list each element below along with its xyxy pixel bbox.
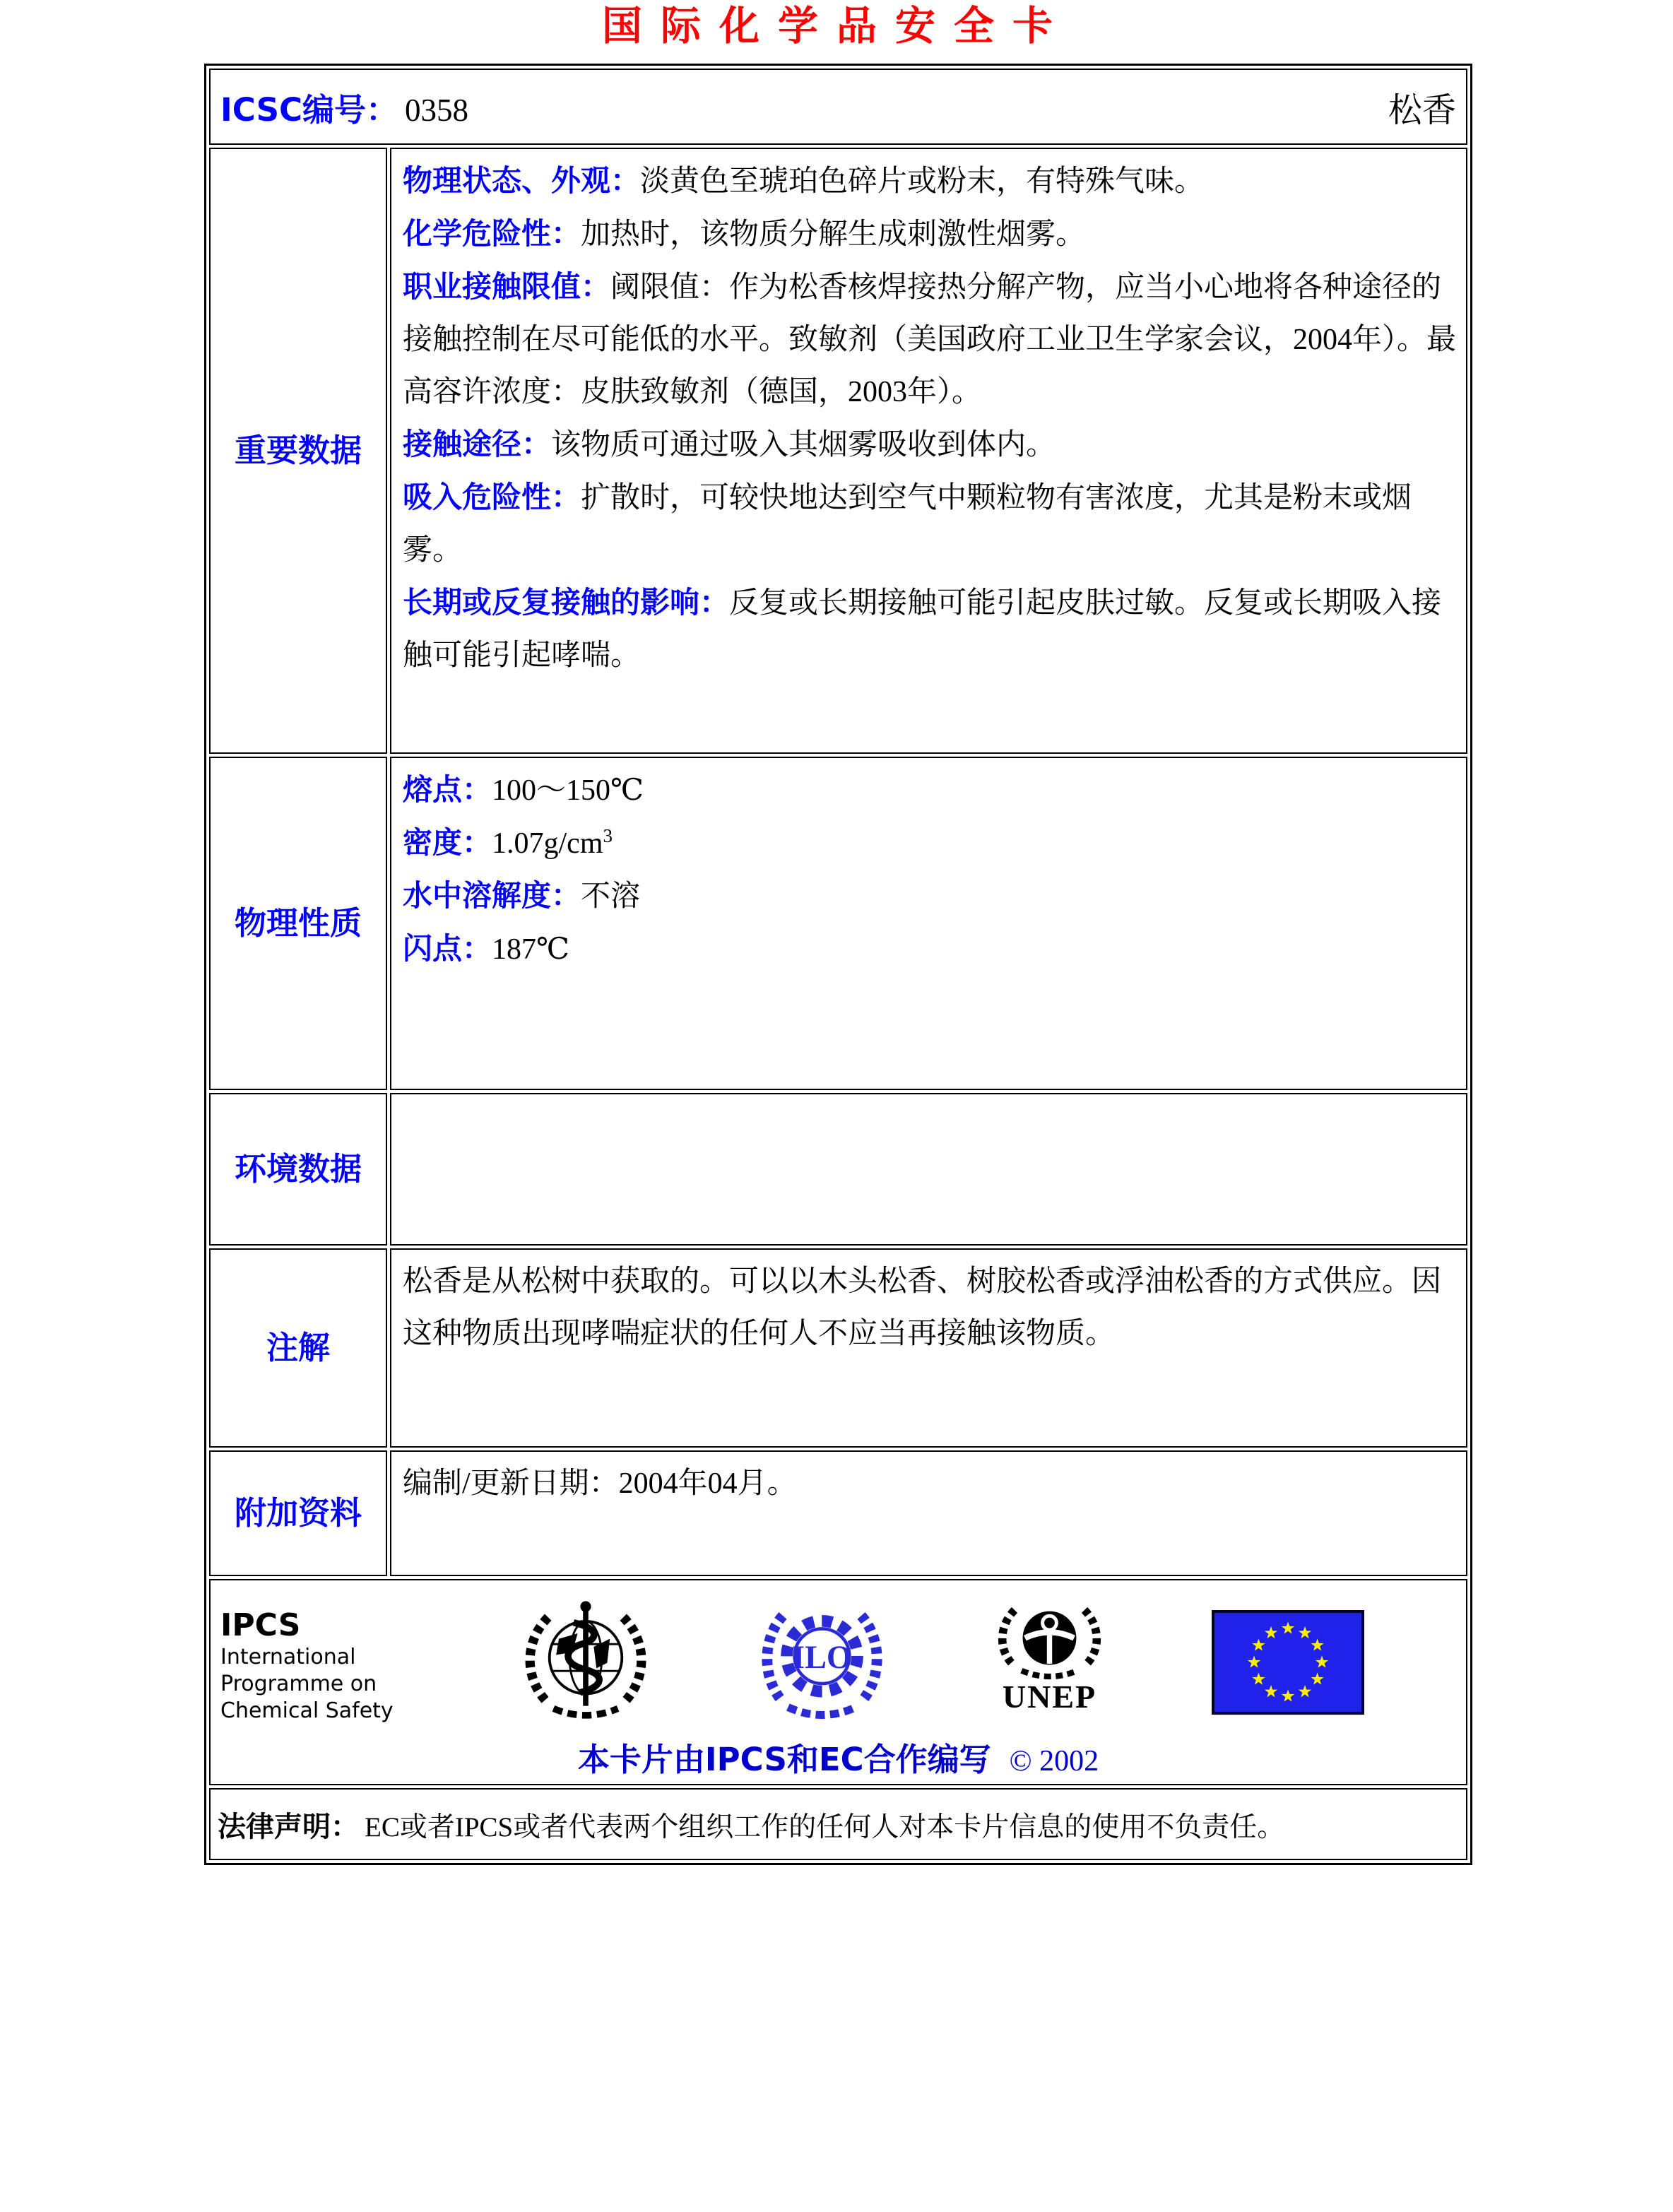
physical-properties-row xyxy=(209,757,1467,1090)
entry-term: 接触途径： xyxy=(403,427,552,461)
entry-inhalation-risk xyxy=(403,471,1456,576)
entry-term: 长期或反复接触的影响： xyxy=(403,585,730,620)
entry-occupational-exposure-limits xyxy=(403,261,1456,418)
legal-notice-text: EC或者IPCS或者代表两个组织工作的任何人对本卡片信息的使用不负责任。 xyxy=(365,1811,1285,1843)
who-logo-icon xyxy=(519,1593,653,1727)
additional-info-row xyxy=(209,1450,1467,1576)
section-content-environmental-data xyxy=(390,1093,1467,1246)
entry-melting-point xyxy=(403,764,1456,817)
entry-text: 阈限值：作为松香核焊接热分解产物，应当小心地将各种途径的接触控制在尽可能低的水平。致敏剂（美国政府工业卫生学家会议，2004年）。最高容许浓度：皮肤致敏剂（德国，2003年）。 xyxy=(403,271,1457,408)
icsc-number-value: 0358 xyxy=(405,92,469,128)
entry-text: 淡黄色至琥珀色碎片或粉末，有特殊气味。 xyxy=(640,165,1205,198)
cooperation-caption-text: 本卡片由IPCS和EC合作编写 xyxy=(577,1741,991,1778)
entry-chemical-hazard xyxy=(403,208,1456,261)
entry-text: 扩散时，可较快地达到空气中颗粒物有害浓度，尤其是粉末或烟雾。 xyxy=(403,482,1412,567)
card-header-cell xyxy=(209,69,1467,145)
ilo-logo-icon xyxy=(757,1597,887,1728)
ipcs-subtitle-line: International xyxy=(220,1645,356,1669)
entry-text: 反复或长期接触可能引起皮肤过敏。反复或长期吸入接触可能引起哮喘。 xyxy=(403,587,1442,672)
entry-text: 100～150℃ xyxy=(492,774,644,807)
entry-additional-info-text: 编制/更新日期：2004年04月。 xyxy=(403,1467,797,1500)
section-label-notes: 注解 xyxy=(209,1248,387,1448)
unep-logo-label: UNEP xyxy=(1002,1679,1097,1715)
entry-long-term-exposure-effects xyxy=(403,576,1456,682)
ipcs-text-block xyxy=(220,1607,415,1725)
page-title: 国际化学品安全卡 xyxy=(602,3,1071,49)
ipcs-subtitle-line: Programme on xyxy=(220,1672,377,1696)
entry-term: 吸入危险性： xyxy=(403,480,581,514)
notes-row xyxy=(209,1248,1467,1448)
copyright-text: © 2002 xyxy=(1009,1745,1099,1778)
entry-term: 水中溶解度： xyxy=(403,878,581,913)
important-data-row xyxy=(209,148,1467,754)
entry-term: 职业接触限值： xyxy=(403,269,611,304)
entry-term: 闪点： xyxy=(403,931,492,966)
eu-flag-icon xyxy=(1212,1610,1364,1715)
icsc-number-group xyxy=(220,84,468,130)
icsc-card-table xyxy=(204,64,1472,1865)
legal-notice-label: 法律声明： xyxy=(218,1810,359,1843)
entry-flash-point xyxy=(403,923,1456,976)
icsc-number-label: ICSC编号： xyxy=(220,90,398,129)
entry-text: 1.07g/cm xyxy=(492,827,603,860)
card-header-row xyxy=(209,69,1467,145)
section-content-physical-properties xyxy=(390,757,1467,1090)
entry-text: 加热时，该物质分解生成刺激性烟雾。 xyxy=(581,218,1086,251)
legal-notice-cell xyxy=(209,1788,1467,1860)
entry-exposure-routes xyxy=(403,418,1456,471)
ilo-logo-letters: ILO xyxy=(792,1639,852,1676)
cooperation-caption xyxy=(220,1734,1456,1780)
entry-physical-state-appearance xyxy=(403,155,1456,208)
entry-text: 该物质可通过吸入其烟雾吸收到体内。 xyxy=(551,429,1056,461)
entry-text: 187℃ xyxy=(492,933,569,966)
section-label-additional-info: 附加资料 xyxy=(209,1450,387,1576)
section-content-notes xyxy=(390,1248,1467,1448)
section-content-additional-info xyxy=(390,1450,1467,1576)
entry-term: 熔点： xyxy=(403,772,492,807)
entry-water-solubility xyxy=(403,870,1456,923)
organizations-row xyxy=(209,1579,1467,1785)
ipcs-acronym: IPCS xyxy=(220,1607,301,1643)
entry-term: 化学危险性： xyxy=(403,216,581,251)
section-content-important-data xyxy=(390,148,1467,754)
entry-term: 物理状态、外观： xyxy=(403,163,641,198)
entry-term: 密度： xyxy=(403,825,492,860)
ipcs-subtitle-line: Chemical Safety xyxy=(220,1698,394,1723)
chemical-name: 松香 xyxy=(1388,91,1456,129)
density-superscript: 3 xyxy=(603,825,613,846)
legal-notice-row xyxy=(209,1788,1467,1860)
section-label-important-data: 重要数据 xyxy=(209,148,387,754)
unep-logo-icon xyxy=(991,1597,1108,1713)
section-label-physical-properties: 物理性质 xyxy=(209,757,387,1090)
section-label-environmental-data: 环境数据 xyxy=(209,1093,387,1246)
organizations-cell xyxy=(209,1579,1467,1785)
entry-notes-text: 松香是从松树中获取的。可以以木头松香、树胶松香或浮油松香的方式供应。因这种物质出现哮喘症状的任何人不应当再接触该物质。 xyxy=(403,1265,1442,1350)
entry-text: 不溶 xyxy=(581,880,641,913)
entry-density xyxy=(403,817,1456,870)
environmental-data-row xyxy=(209,1093,1467,1246)
